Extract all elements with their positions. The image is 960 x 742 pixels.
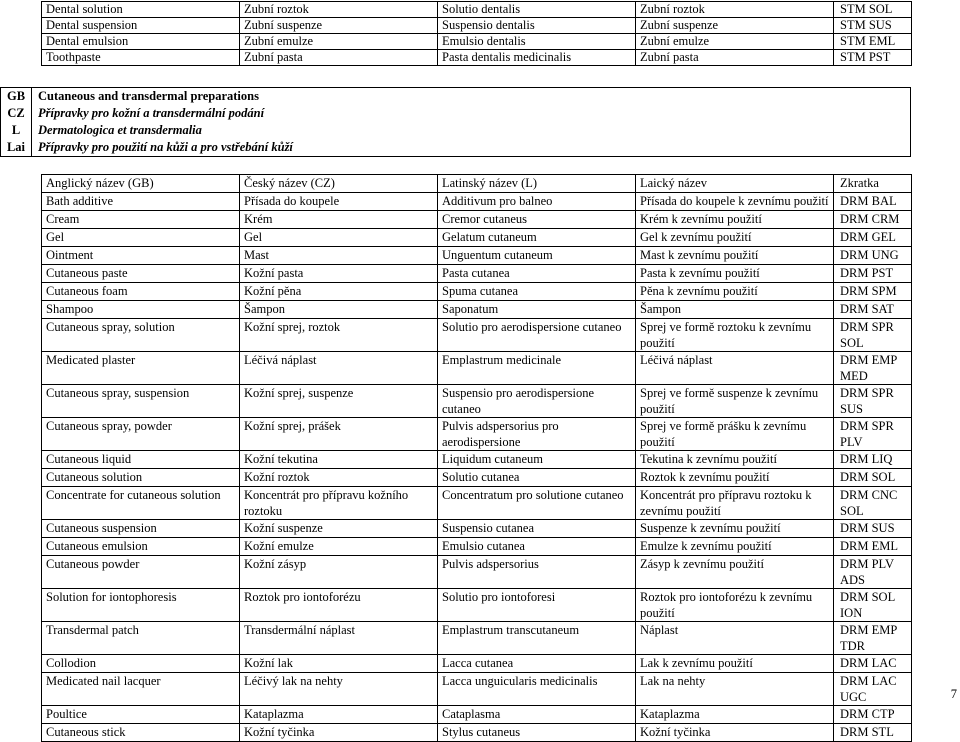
table-cell: DRM PST (834, 265, 912, 283)
table-cell: STM SOL (834, 2, 912, 18)
table-cell: Solutio cutanea (438, 469, 636, 487)
table-row (42, 724, 912, 742)
table-cell: Dental emulsion (42, 34, 240, 50)
table-cell: Transdermální náplast (240, 622, 438, 655)
table-cell: Kožní sprej, suspenze (240, 385, 438, 418)
table-cell: Shampoo (42, 301, 240, 319)
table-cell: Roztok pro iontoforézu (240, 589, 438, 622)
table-row (42, 385, 912, 418)
table-cell: Cutaneous spray, solution (42, 319, 240, 352)
table-cell: DRM EML (834, 538, 912, 556)
table-cell: Unguentum cutaneum (438, 247, 636, 265)
table-cell: Spuma cutanea (438, 283, 636, 301)
table-row (42, 673, 912, 706)
table-cell: STM EML (834, 34, 912, 50)
table-cell: Pasta dentalis medicinalis (438, 50, 636, 66)
table-cell: Lak na nehty (636, 673, 834, 706)
section-heading-box (0, 87, 911, 157)
table-cell: DRM LIQ (834, 451, 912, 469)
dental-forms-body (42, 2, 912, 66)
table-cell: Zubní pasta (240, 50, 438, 66)
cutaneous-forms-body (42, 193, 912, 742)
table-cell: DRM SPR SUS (834, 385, 912, 418)
table-cell: Cremor cutaneus (438, 211, 636, 229)
table-cell: Solutio dentalis (438, 2, 636, 18)
table-cell: Toothpaste (42, 50, 240, 66)
table-cell: Mast (240, 247, 438, 265)
table-header-row (42, 175, 912, 193)
table-cell: DRM STL (834, 724, 912, 742)
table-cell: Zubní emulze (240, 34, 438, 50)
table-cell: DRM EMP TDR (834, 622, 912, 655)
table-cell: Sprej ve formě suspenze k zevnímu použití (636, 385, 834, 418)
table-row (42, 283, 912, 301)
table-cell: Kožní tyčinka (240, 724, 438, 742)
title-cz: Přípravky pro kožní a transdermální podání (38, 106, 265, 120)
table-row (42, 622, 912, 655)
table-row (42, 50, 912, 66)
table-cell: Suspensio pro aerodispersione cutaneo (438, 385, 636, 418)
table-row (42, 18, 912, 34)
table-cell: Přísada do koupele k zevnímu použití (636, 193, 834, 211)
title-gb: Cutaneous and transdermal preparations (38, 89, 259, 103)
table-row (42, 655, 912, 673)
table-cell: DRM SAT (834, 301, 912, 319)
table-cell: Emulsio cutanea (438, 538, 636, 556)
table-cell: Kataplazma (240, 706, 438, 724)
table-cell: Krém (240, 211, 438, 229)
table-cell: DRM CTP (834, 706, 912, 724)
code-l: L (11, 123, 21, 137)
table-cell: DRM SPM (834, 283, 912, 301)
table-cell: Cutaneous spray, powder (42, 418, 240, 451)
table-cell: Concentratum pro solutione cutaneo (438, 487, 636, 520)
table-cell: Dental solution (42, 2, 240, 18)
table-cell: Léčivá náplast (636, 352, 834, 385)
table-row (42, 2, 912, 18)
code-gb: GB (6, 89, 26, 103)
table-cell: Kataplazma (636, 706, 834, 724)
table-cell: Medicated plaster (42, 352, 240, 385)
table-row (42, 229, 912, 247)
table-cell: Solutio pro iontoforesi (438, 589, 636, 622)
table-cell: Kožní tyčinka (636, 724, 834, 742)
table-cell: Pasta k zevnímu použití (636, 265, 834, 283)
table-cell: Cutaneous suspension (42, 520, 240, 538)
table-cell: Suspensio cutanea (438, 520, 636, 538)
table-cell: Roztok k zevnímu použití (636, 469, 834, 487)
table-cell: Zubní suspenze (636, 18, 834, 34)
table-cell: Gel k zevnímu použití (636, 229, 834, 247)
table-row (42, 352, 912, 385)
code-lai: Lai (6, 140, 26, 154)
table-cell: Cutaneous stick (42, 724, 240, 742)
table-cell: Emulsio dentalis (438, 34, 636, 50)
table-cell: Cutaneous powder (42, 556, 240, 589)
table-cell: Cutaneous foam (42, 283, 240, 301)
table-cell: Stylus cutaneus (438, 724, 636, 742)
table-cell: Sprej ve formě prášku k zevnímu použití (636, 418, 834, 451)
table-cell: Kožní zásyp (240, 556, 438, 589)
table-cell: Bath additive (42, 193, 240, 211)
table-cell: Medicated nail lacquer (42, 673, 240, 706)
table-cell: DRM EMP MED (834, 352, 912, 385)
column-header-lay: Laický název (636, 175, 834, 193)
table-cell: Pulvis adspersorius pro aerodispersione (438, 418, 636, 451)
table-row (42, 706, 912, 724)
table-cell: Zubní emulze (636, 34, 834, 50)
table-cell: Přísada do koupele (240, 193, 438, 211)
page-number: 7 (950, 687, 957, 701)
dental-forms-table (41, 1, 912, 66)
cutaneous-forms-table (41, 174, 912, 742)
column-header-cz: Český název (CZ) (240, 175, 438, 193)
table-cell: Pulvis adspersorius (438, 556, 636, 589)
table-cell: Suspenze k zevnímu použití (636, 520, 834, 538)
table-cell: DRM CRM (834, 211, 912, 229)
table-cell: Cutaneous liquid (42, 451, 240, 469)
table-row (42, 265, 912, 283)
table-cell: Koncentrát pro přípravu roztoku k zevnímu použití (636, 487, 834, 520)
table-cell: Šampon (240, 301, 438, 319)
table-cell: DRM BAL (834, 193, 912, 211)
table-cell: Léčivá náplast (240, 352, 438, 385)
table-row (42, 319, 912, 352)
table-cell: Gel (240, 229, 438, 247)
table-cell: Kožní lak (240, 655, 438, 673)
table-cell: Solutio pro aerodispersione cutaneo (438, 319, 636, 352)
table-cell: DRM GEL (834, 229, 912, 247)
table-cell: Lacca cutanea (438, 655, 636, 673)
table-cell: Roztok pro iontoforézu k zevnímu použití (636, 589, 834, 622)
table-cell: Solution for iontophoresis (42, 589, 240, 622)
table-cell: Sprej ve formě roztoku k zevnímu použití (636, 319, 834, 352)
table-row (42, 451, 912, 469)
table-cell: Cutaneous paste (42, 265, 240, 283)
table-cell: Šampon (636, 301, 834, 319)
section-titles (32, 88, 911, 157)
table-cell: Zubní suspenze (240, 18, 438, 34)
table-cell: Emulze k zevnímu použití (636, 538, 834, 556)
table-cell: DRM UNG (834, 247, 912, 265)
title-lai: Přípravky pro použití na kůži a pro vstřebání kůží (38, 140, 293, 154)
table-cell: Mast k zevnímu použití (636, 247, 834, 265)
table-cell: STM SUS (834, 18, 912, 34)
table-cell: Lacca unguicularis medicinalis (438, 673, 636, 706)
table-cell: Dental suspension (42, 18, 240, 34)
table-cell: Kožní pasta (240, 265, 438, 283)
table-cell: Kožní pěna (240, 283, 438, 301)
table-cell: Tekutina k zevnímu použití (636, 451, 834, 469)
column-header-abbr: Zkratka (834, 175, 912, 193)
table-row (42, 538, 912, 556)
table-cell: Cutaneous solution (42, 469, 240, 487)
table-cell: Kožní emulze (240, 538, 438, 556)
table-row (42, 193, 912, 211)
table-cell: DRM LAC (834, 655, 912, 673)
table-row (42, 418, 912, 451)
table-cell: Cutaneous emulsion (42, 538, 240, 556)
table-cell: Ointment (42, 247, 240, 265)
table-cell: Pasta cutanea (438, 265, 636, 283)
table-cell: Náplast (636, 622, 834, 655)
code-cz: CZ (7, 106, 25, 120)
table-cell: Kožní roztok (240, 469, 438, 487)
table-cell: DRM SOL ION (834, 589, 912, 622)
table-cell: Additivum pro balneo (438, 193, 636, 211)
table-cell: Transdermal patch (42, 622, 240, 655)
table-cell: Liquidum cutaneum (438, 451, 636, 469)
table-cell: Cream (42, 211, 240, 229)
table-cell: Pěna k zevnímu použití (636, 283, 834, 301)
table-row (42, 469, 912, 487)
table-cell: Gel (42, 229, 240, 247)
table-cell: Cutaneous spray, suspension (42, 385, 240, 418)
column-header-l: Latinský název (L) (438, 175, 636, 193)
table-cell: Zubní pasta (636, 50, 834, 66)
table-cell: DRM SPR SOL (834, 319, 912, 352)
table-cell: DRM SPR PLV (834, 418, 912, 451)
table-cell: Koncentrát pro přípravu kožního roztoku (240, 487, 438, 520)
table-row (42, 211, 912, 229)
table-cell: DRM SUS (834, 520, 912, 538)
table-cell: Saponatum (438, 301, 636, 319)
table-cell: Gelatum cutaneum (438, 229, 636, 247)
table-cell: Emplastrum transcutaneum (438, 622, 636, 655)
table-row (42, 520, 912, 538)
table-cell: Zásyp k zevnímu použití (636, 556, 834, 589)
table-cell: DRM LAC UGC (834, 673, 912, 706)
table-cell: Cataplasma (438, 706, 636, 724)
table-row (42, 556, 912, 589)
table-cell: Concentrate for cutaneous solution (42, 487, 240, 520)
table-cell: Poultice (42, 706, 240, 724)
table-cell: Kožní sprej, roztok (240, 319, 438, 352)
table-row (42, 589, 912, 622)
table-cell: Emplastrum medicinale (438, 352, 636, 385)
table-cell: Kožní suspenze (240, 520, 438, 538)
table-cell: Zubní roztok (636, 2, 834, 18)
table-row (42, 34, 912, 50)
table-row (42, 247, 912, 265)
title-l: Dermatologica et transdermalia (38, 123, 202, 137)
table-cell: Krém k zevnímu použití (636, 211, 834, 229)
table-cell: Collodion (42, 655, 240, 673)
table-row (42, 301, 912, 319)
table-cell: Lak k zevnímu použití (636, 655, 834, 673)
table-cell: Zubní roztok (240, 2, 438, 18)
table-cell: Kožní tekutina (240, 451, 438, 469)
table-cell: DRM PLV ADS (834, 556, 912, 589)
table-cell: Léčivý lak na nehty (240, 673, 438, 706)
language-codes (1, 88, 32, 157)
table-row (42, 487, 912, 520)
table-cell: DRM SOL (834, 469, 912, 487)
table-cell: Suspensio dentalis (438, 18, 636, 34)
table-cell: Kožní sprej, prášek (240, 418, 438, 451)
column-header-gb: Anglický název (GB) (42, 175, 240, 193)
table-cell: STM PST (834, 50, 912, 66)
table-cell: DRM CNC SOL (834, 487, 912, 520)
